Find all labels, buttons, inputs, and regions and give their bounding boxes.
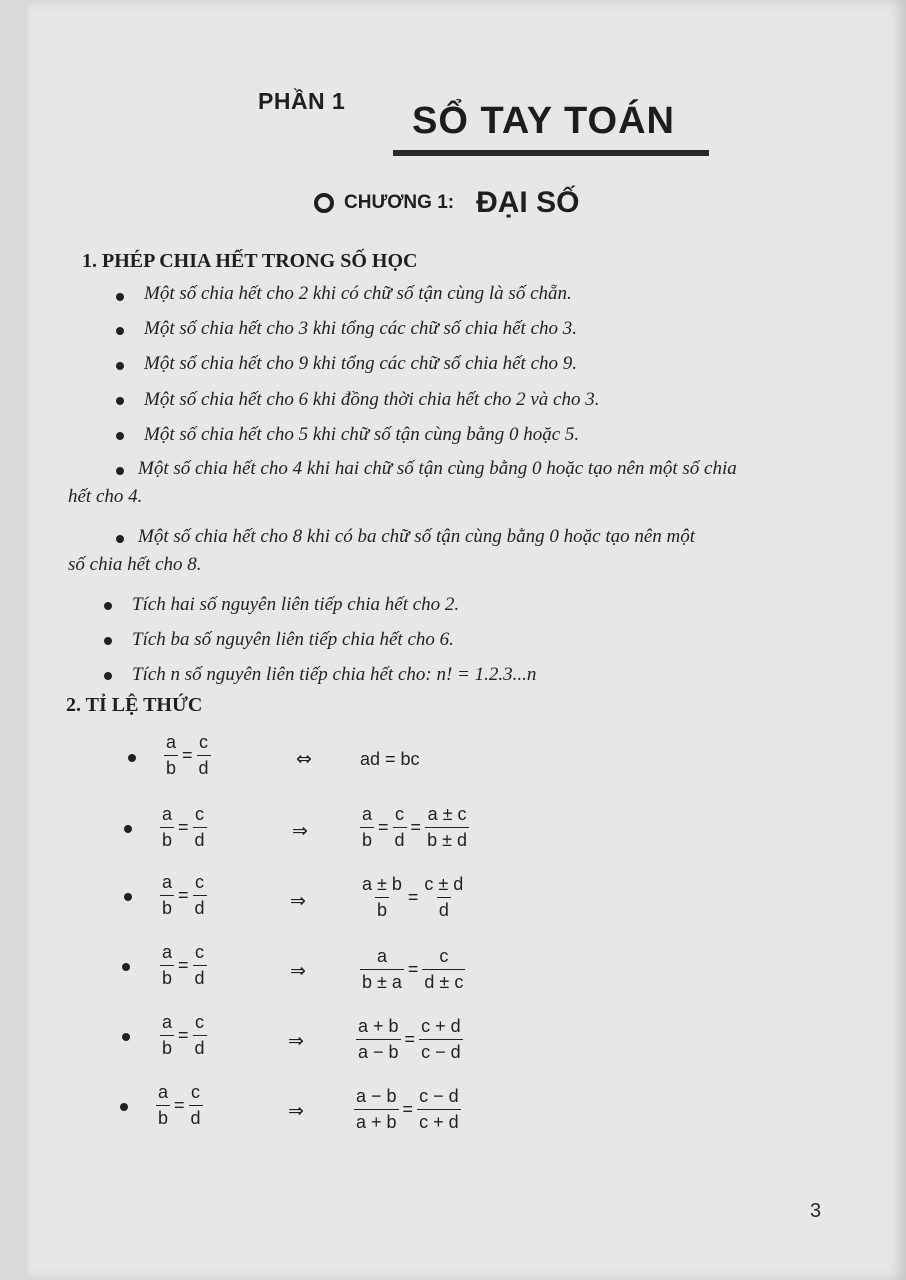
page-number: 3 [810,1200,822,1222]
bullet-icon [116,327,124,335]
base-proportion: $\frac{a}{b}$ = $\frac{c}{d}$ [162,872,205,918]
bullet-icon [116,362,124,370]
bullet-icon [116,432,124,440]
title-underline [393,150,709,156]
base-proportion: $\frac{a}{b}$ = $\frac{c}{d}$ [162,1012,205,1058]
base-proportion: $\frac{a}{b}$ = $\frac{c}{d}$ [158,1082,201,1128]
chapter-label: CHƯƠNG 1: [344,192,455,213]
section-1-title: 1. PHÉP CHIA HẾT TRONG SỐ HỌC [82,250,418,272]
bullet-icon [120,1103,128,1111]
result-formula: $\frac{a}{b \pm a}$ = $\frac{c}{d \pm c}$ [362,946,464,992]
list-item: Tích n số nguyên liên tiếp chia hết cho: n! = 1.2.3...n [132,664,537,685]
bullet-icon [128,754,136,762]
bullet-icon [116,535,124,543]
result-formula: ad = bc [360,749,420,769]
bullet-icon [116,397,124,405]
base-proportion: $\frac{a}{b}$ = $\frac{c}{d}$ [162,942,205,988]
list-item: Một số chia hết cho 2 khi có chữ số tận cùng là số chẵn. [144,283,572,304]
section-2-title: 2. TỈ LỆ THỨC [66,694,203,716]
list-item: Một số chia hết cho 5 khi chữ số tận cùng bằng 0 hoặc 5. [144,424,580,445]
result-formula: $\frac{a + b}{a - b}$ = $\frac{c + d}{c - d}$ [358,1016,461,1062]
bullet-icon [104,637,112,645]
book-title: SỔ TAY TOÁN [412,100,675,142]
implies-icon: ⇒ [288,1030,304,1052]
base-proportion: $\frac{a}{b}$ = $\frac{c}{d}$ [162,804,205,850]
list-item-continuation: số chia hết cho 8. [68,554,202,575]
circle-icon [314,193,334,213]
bullet-icon [124,825,132,833]
chapter-heading [314,186,579,220]
list-item: Tích ba số nguyên liên tiếp chia hết cho 6. [132,629,454,650]
bullet-icon [116,467,124,475]
result-formula: $\frac{a}{b}$ = $\frac{c}{d}$ = $\frac{a \pm c}{b \pm d}$ [362,804,467,850]
implies-icon: ⇒ [290,890,306,912]
bullet-icon [124,893,132,901]
part-label: PHẦN 1 [258,88,346,114]
base-proportion: $\frac{a}{b}$ = $\frac{c}{d}$ [166,732,209,778]
list-item: Một số chia hết cho 3 khi tổng các chữ số chia hết cho 3. [144,318,578,339]
chapter-name: ĐẠI SỐ [476,186,580,219]
list-item: Tích hai số nguyên liên tiếp chia hết cho 2. [132,594,460,615]
list-item-continuation: hết cho 4. [68,486,143,507]
bullet-icon [122,1033,130,1041]
implies-icon: ⇒ [288,1100,304,1122]
list-item: Một số chia hết cho 4 khi hai chữ số tận cùng bằng 0 hoặc tạo nên một số chia [138,458,737,479]
result-formula: $\frac{a \pm b}{b}$ = $\frac{c \pm d}{d}$ [362,874,464,920]
list-item: Một số chia hết cho 6 khi đồng thời chia hết cho 2 và cho 3. [144,389,600,410]
implies-icon: ⇒ [292,820,308,842]
equivalence-icon: ⇔ [296,748,312,770]
bullet-icon [104,672,112,680]
bullet-icon [116,293,124,301]
implies-icon: ⇒ [290,960,306,982]
list-item: Một số chia hết cho 9 khi tổng các chữ số chia hết cho 9. [144,353,578,374]
list-item: Một số chia hết cho 8 khi có ba chữ số tận cùng bằng 0 hoặc tạo nên một [138,526,696,547]
result-formula: $\frac{a - b}{a + b}$ = $\frac{c - d}{c + d}$ [356,1086,459,1132]
bullet-icon [104,602,112,610]
bullet-icon [122,963,130,971]
